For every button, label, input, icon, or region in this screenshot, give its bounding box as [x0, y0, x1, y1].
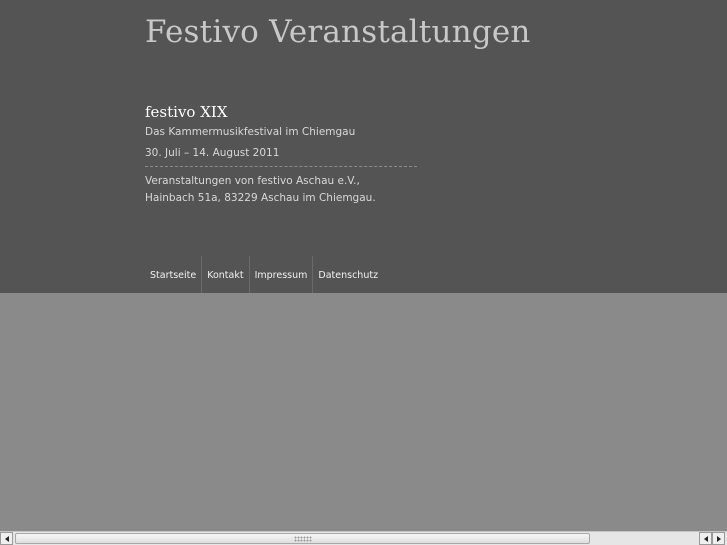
nav-link-startseite[interactable]: Startseite	[150, 269, 197, 281]
triangle-left-icon	[704, 536, 708, 542]
festival-dates: 30. Juli – 14. August 2011	[145, 147, 280, 159]
nav-link-datenschutz[interactable]: Datenschutz	[318, 269, 379, 281]
festival-subtitle: Das Kammermusikfestival im Chiemgau	[145, 126, 356, 138]
triangle-right-icon	[717, 536, 721, 542]
organizer-address	[145, 173, 376, 207]
site-title: Festivo Veranstaltungen	[145, 14, 531, 50]
organizer-line-1: Veranstaltungen von festivo Aschau e.V.,	[145, 175, 360, 187]
festival-name: festivo XIX	[145, 103, 228, 121]
triangle-left-icon	[5, 536, 9, 542]
grip-dots-icon	[294, 536, 312, 542]
scroll-left-button[interactable]	[0, 532, 13, 545]
dashed-divider	[145, 166, 417, 167]
scrollbar-thumb[interactable]	[15, 533, 590, 544]
scroll-left-button-secondary[interactable]	[699, 532, 712, 545]
nav-link-impressum[interactable]: Impressum	[254, 269, 308, 281]
nav-link-kontakt[interactable]: Kontakt	[207, 269, 244, 281]
organizer-line-2: Hainbach 51a, 83229 Aschau im Chiemgau.	[145, 192, 376, 204]
main-navigation	[145, 256, 383, 293]
horizontal-scrollbar[interactable]	[0, 531, 727, 545]
scroll-right-button[interactable]	[712, 532, 725, 545]
